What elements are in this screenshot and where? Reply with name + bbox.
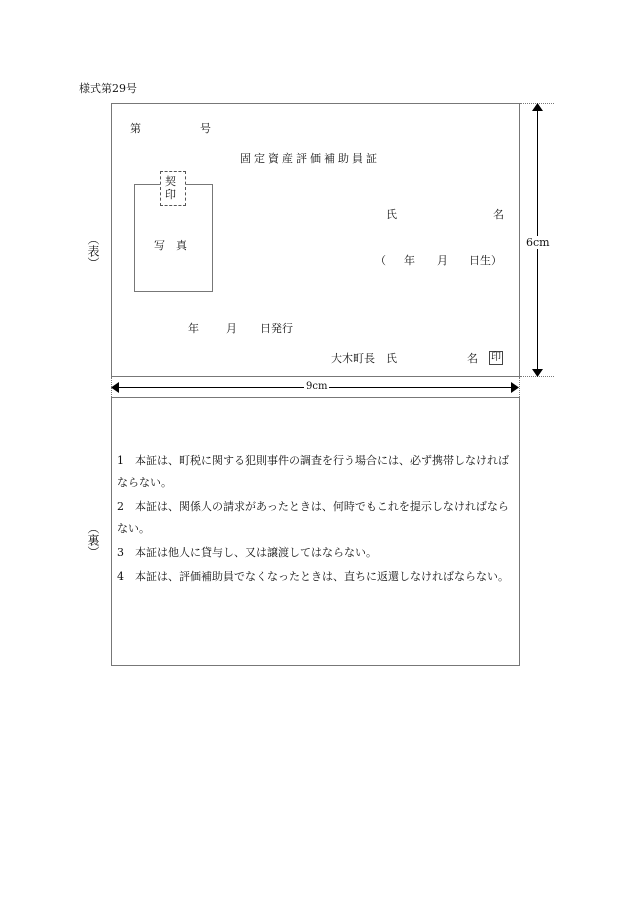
back-item-num: 4 — [117, 570, 124, 583]
issue-month: 月 — [226, 322, 237, 335]
width-guide-right — [519, 377, 520, 397]
card-number-suffix: 号 — [200, 122, 211, 135]
width-arrow-left-icon — [111, 382, 119, 393]
front-card — [111, 103, 520, 377]
card-number-prefix: 第 — [130, 122, 141, 135]
name-label-2: 名 — [493, 208, 504, 221]
height-arrow-down-icon — [532, 369, 543, 377]
issuer-seal: 印 — [491, 352, 501, 363]
height-label: 6cm — [526, 236, 550, 249]
name-label-1: 氏 — [386, 208, 397, 221]
photo-label: 写 真 — [154, 239, 187, 252]
front-side-label: （表） — [86, 233, 100, 269]
width-label: 9cm — [306, 381, 328, 392]
form-number: 様式第29号 — [79, 82, 137, 95]
back-item-num: 1 — [117, 454, 124, 467]
card-title: 固定資産評価補助員証 — [240, 152, 380, 165]
tally-seal-box — [160, 171, 186, 206]
birth-month: 月 — [437, 254, 448, 267]
height-arrow-up-icon — [532, 103, 543, 111]
back-item-text: 本証は、評価補助員でなくなったときは、直ちに返還しなければならない。 — [135, 570, 509, 583]
birth-year: 年 — [404, 254, 415, 267]
tally-seal-text: 契印 — [165, 175, 176, 201]
issuer: 大木町長 氏 — [331, 352, 397, 365]
back-item-num: 3 — [117, 546, 124, 559]
back-item-2 — [117, 496, 515, 540]
issue-year: 年 — [188, 322, 199, 335]
back-item-1 — [117, 450, 515, 494]
back-item-text: 本証は、関係人の請求があったときは、何時でもこれを提示しなければならない。 — [117, 500, 509, 535]
birth-open: （ — [375, 254, 386, 267]
issue-day: 日発行 — [260, 322, 293, 335]
back-side-label: （裏） — [86, 522, 100, 558]
width-arrow-right-icon — [511, 382, 519, 393]
back-item-3 — [117, 542, 515, 564]
back-item-num: 2 — [117, 500, 124, 513]
back-item-text: 本証は、町税に関する犯則事件の調査を行う場合には、必ず携帯しなければならない。 — [117, 454, 509, 489]
back-item-4 — [117, 566, 515, 588]
issuer-name-suffix: 名 — [467, 352, 478, 365]
back-item-text: 本証は他人に貸与し、又は譲渡してはならない。 — [135, 546, 377, 559]
birth-day: 日生） — [469, 254, 502, 267]
